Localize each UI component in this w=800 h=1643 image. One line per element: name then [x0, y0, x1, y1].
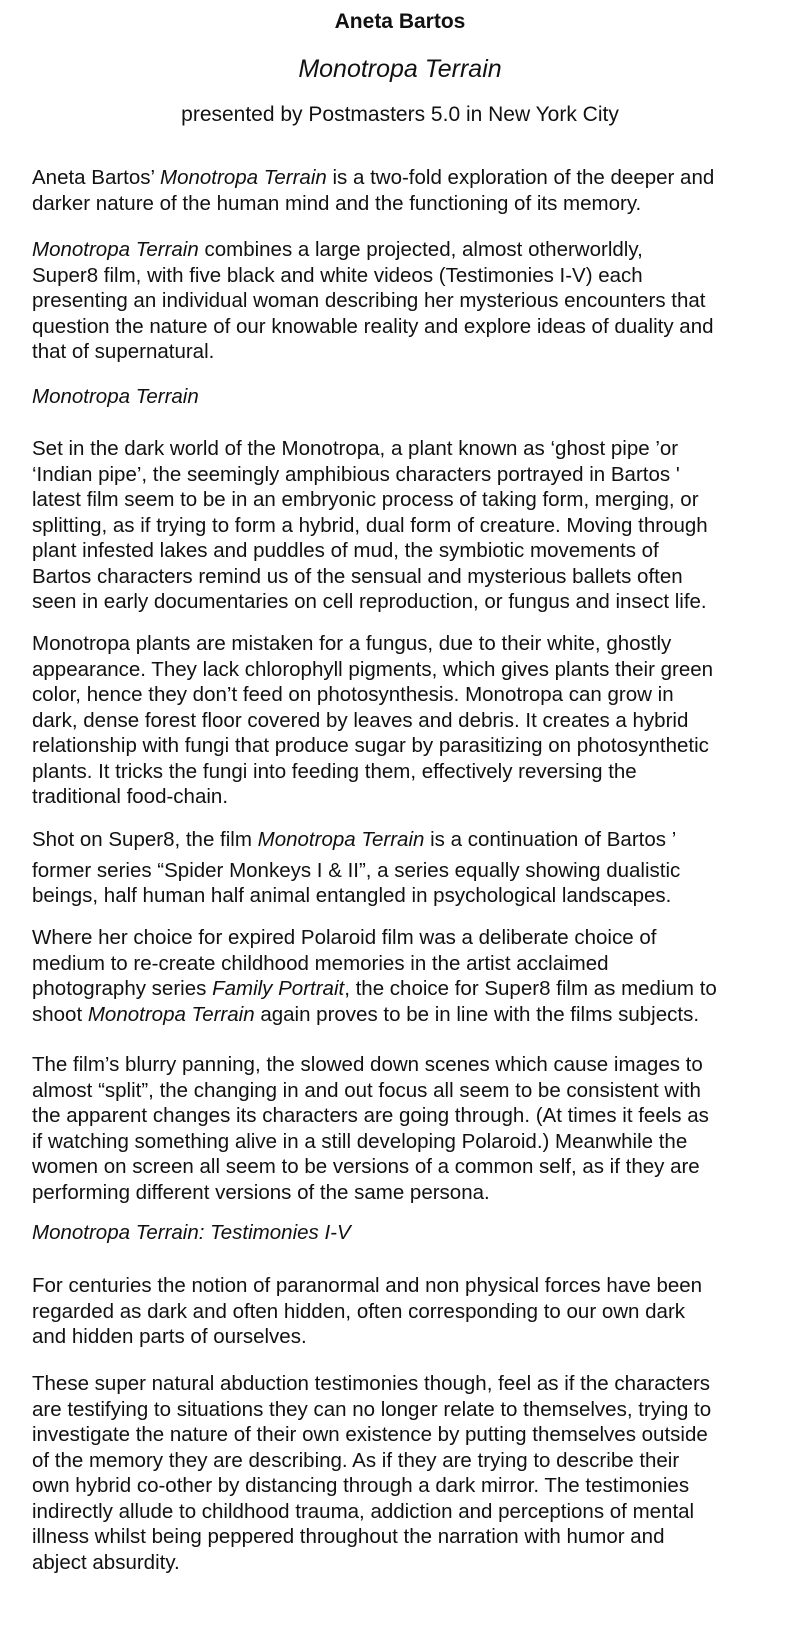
monotropa-plant-paragraph: [32, 631, 787, 810]
text-line: if watching something alive in a still developing Polaroid.) Meanwhile the: [32, 1129, 688, 1153]
text-line: splitting, as if trying to form a hybrid, dual form of creature. Moving through: [32, 513, 708, 537]
text-line: Bartos characters remind us of the sensual and mysterious ballets often: [32, 564, 683, 588]
text-line: latest film seem to be in an embryonic process of taking form, merging, or: [32, 488, 699, 511]
author-name: Aneta Bartos: [334, 10, 466, 33]
text-line: of the memory they are describing. As if they are trying to describe their: [32, 1448, 680, 1472]
text-line: Monotropa plants are mistaken for a fungus, due to their white, ghostly: [32, 632, 672, 655]
text-line: Set in the dark world of the Monotropa, a plant known as ‘ghost pipe ’or: [32, 437, 679, 460]
text-line: Shot on Super8, the film Monotropa Terrain is a continuation of Bartos ’: [32, 828, 677, 851]
text-line: For centuries the notion of paranormal and non physical forces have been: [32, 1274, 703, 1297]
presenter-line: presented by Postmasters 5.0 in New York City: [181, 103, 619, 126]
text-line: seen in early documentaries on cell reproduction, or fungus and insect life.: [32, 590, 707, 613]
text-line: and hidden parts of ourselves.: [32, 1325, 307, 1348]
testimonies-paragraph: [32, 1371, 787, 1575]
text-line: medium to re-create childhood memories in the artist acclaimed: [32, 951, 609, 975]
text-line: plant infested lakes and puddles of mud, the symbiotic movements of: [32, 539, 659, 562]
text-line: appearance. They lack chlorophyll pigments, which gives plants their green: [32, 657, 714, 681]
text-line: These super natural abduction testimonies though, feel as if the characters: [32, 1372, 711, 1395]
text-line: illness whilst being peppered throughout the narration with humor and: [32, 1525, 665, 1548]
polaroid-paragraph: [32, 925, 787, 1027]
text-line: investigate the nature of their own existence by putting themselves outside: [32, 1423, 708, 1446]
text-line: beings, half human half animal entangled in psychological landscapes.: [32, 884, 672, 907]
monotropa-world-paragraph: [32, 436, 787, 615]
text-line: women on screen all seem to be versions of a common self, as if they are: [32, 1155, 700, 1178]
artwork-title: Monotropa Terrain: [298, 55, 502, 83]
text-line: plants. It tricks the fungi into feeding them, effectively reversing the: [32, 759, 637, 783]
text-line: traditional food-chain.: [32, 785, 229, 808]
testimonies-heading: Monotropa Terrain: Testimonies I-V: [32, 1221, 351, 1244]
overview-paragraph: [32, 237, 787, 365]
blurry-panning-paragraph: [32, 1052, 787, 1205]
text-line: relationship with fungi that produce sugar by parasitizing on photosynthetic: [32, 734, 709, 757]
text-line: performing different versions of the same persona.: [32, 1180, 490, 1204]
text-line: The film’s blurry panning, the slowed down scenes which cause images to: [32, 1053, 703, 1076]
paranormal-paragraph: [32, 1273, 787, 1350]
text-line: Where her choice for expired Polaroid film was a deliberate choice of: [32, 926, 657, 949]
text-line: indirectly allude to childhood trauma, addiction and perceptions of mental: [32, 1499, 695, 1523]
text-line: abject absurdity.: [32, 1550, 180, 1574]
super8-paragraph: [32, 827, 787, 909]
text-line: the apparent changes its characters are going through. (At times it feels as: [32, 1104, 709, 1127]
text-line: presenting an individual woman describing her mysterious encounters that: [32, 289, 706, 312]
intro-paragraph: [32, 165, 787, 216]
text-line: shoot Monotropa Terrain again proves to be in line with the films subjects.: [32, 1002, 700, 1026]
text-line: darker nature of the human mind and the functioning of its memory.: [32, 191, 642, 215]
text-line: dark, dense forest floor covered by leaves and debris. It creates a hybrid: [32, 708, 689, 732]
text-line: that of supernatural.: [32, 340, 215, 363]
text-line: regarded as dark and often hidden, often corresponding to our own dark: [32, 1299, 686, 1323]
text-line: almost “split”, the changing in and out focus all seem to be consistent with: [32, 1078, 701, 1102]
text-line: question the nature of our knowable reality and explore ideas of duality and: [32, 314, 714, 338]
text-line: photography series Family Portrait, the choice for Super8 film as medium to: [32, 977, 717, 1000]
text-line: own hybrid co-other by distancing through a dark mirror. The testimonies: [32, 1474, 690, 1497]
text-line: Super8 film, with five black and white videos (Testimonies I-V) each: [32, 263, 643, 287]
text-line: Monotropa Terrain combines a large projected, almost otherworldly,: [32, 238, 643, 261]
text-line: are testifying to situations they can no longer relate to themselves, trying to: [32, 1397, 712, 1421]
text-line: Aneta Bartos’ Monotropa Terrain is a two-fold exploration of the deeper and: [32, 166, 715, 189]
text-line: color, hence they don’t feed on photosynthesis. Monotropa can grow in: [32, 683, 674, 706]
section-heading: Monotropa Terrain: [32, 385, 199, 408]
text-line: ‘Indian pipe’, the seemingly amphibious characters portrayed in Bartos ': [32, 462, 680, 486]
text-line: former series “Spider Monkeys I & II”, a series equally showing dualistic: [32, 858, 681, 882]
